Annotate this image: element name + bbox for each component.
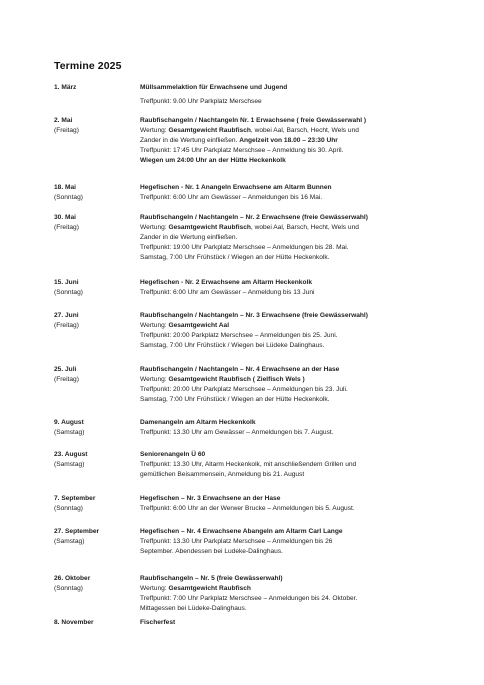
event-date-column [54,116,138,136]
detail-text: Treffpunkt: 7:00 Uhr Parkplatz Merschsee – Anmeldungen bis 24. Oktober. [140,595,358,602]
detail-text: Zander in die Wertung einfließen. [140,137,240,144]
event-heading: Raubfischangeln / Nachtangeln – Nr. 3 Erwachsene (freie Gewässerwahl) [140,312,368,319]
event-heading: Raubfischangeln / Nachtangeln – Nr. 4 Erwachsene an der Hase [140,366,340,373]
event-weekday: (Samstag) [54,538,85,545]
event-detail-line [140,537,474,547]
detail-text: Treffpunkt: 6:00 Uhr an der Werwer Brucke – Anmeldungen bis 5. August. [140,505,355,512]
event-detail-line [140,97,474,107]
detail-text: Wertung: [140,127,169,134]
event-heading: Hegefischen - Nr. 2 Erwachsene am Altarm Heckenkolk [140,279,312,286]
event-details [140,418,474,438]
event-weekday: (Freitag) [54,322,79,329]
detail-emphasis: Gesamtgewicht Raubfisch [168,127,251,134]
event-date: 18. Mai [54,184,76,191]
event-date: 9. August [54,419,84,426]
detail-text: Treffpunkt: 6:00 Uhr am Gewässer – Anmeldungen bis 16 Mai. [140,194,323,201]
event-detail-line [140,584,474,594]
event-heading: Hegefischen – Nr. 4 Erwachsene Abangeln am Altarm Carl Lange [140,528,343,535]
event-detail-line [140,428,474,438]
event-heading: Raubfischangeln / Nachtangeln Nr. 1 Erwachsene ( freie Gewässerwahl ) [140,117,367,124]
event-date: 27. Juni [54,312,79,319]
event-detail-line [140,288,474,298]
event-date: 15. Juni [54,279,79,286]
event-detail-line [140,136,474,146]
event-details [140,527,474,557]
detail-emphasis: Gesamtgewicht Aal [168,322,230,329]
event-date: 7. September [54,495,96,502]
event-details [140,278,474,298]
event-details [140,183,474,203]
event-detail-line [140,223,474,233]
detail-text: , wobei Aal, Barsch, Hecht, Wels und [250,127,359,134]
event-date-column [54,574,138,594]
event-detail-line [140,375,474,385]
detail-text: Mittagessen bei Lüdeke-Dalinghaus. [140,605,247,612]
event-date: 25. Juli [54,366,77,373]
detail-text: Samstag, 7:00 Uhr Frühstück / Wiegen an der Hütte Heckenkolk. [140,396,330,403]
event-date: 1. März [54,84,77,91]
event-detail-line [140,233,474,243]
event-heading: Seniorenangeln Ü 60 [140,451,206,458]
event-detail-line [140,331,474,341]
event-heading: Hegefischen - Nr. 1 Anangeln Erwachsene am Altarm Bunnen [140,184,332,191]
event-weekday: (Freitag) [54,224,79,231]
event-heading: Raubfischangeln / Nachtangeln – Nr. 2 Erwachsene (freie Gewässerwahl) [140,214,368,221]
event-date-column [54,527,138,547]
event-detail-line [140,156,474,166]
event-date: 8. November [54,619,94,626]
event-details [140,116,474,166]
event-details [140,574,474,614]
event-weekday: (Freitag) [54,127,79,134]
event-date: 30. Mai [54,214,76,221]
detail-text: Wertung: [140,322,169,329]
event-date: 2. Mai [54,117,73,124]
event-details [140,213,474,263]
event-date-column [54,618,138,628]
event-heading: Fischerfest [140,619,176,626]
detail-text: Wertung: [140,224,169,231]
event-detail-line [140,385,474,395]
event-details [140,365,474,405]
detail-text: Treffpunkt: 19:00 Uhr Parkplatz Merschsee – Anmeldungen bis 28. Mai. [140,244,349,251]
event-detail-line [140,470,474,480]
event-weekday: (Sonntag) [54,505,83,512]
event-weekday: (Sonntag) [54,585,83,592]
detail-text: gemütlichen Beisammensein, Anmeldung bis 21. August [140,471,305,478]
event-detail-line [140,504,474,514]
detail-text: Treffpunkt: 6:00 Uhr am Gewässer – Anmeldung bis 13 Juni [140,289,315,296]
event-detail-line [140,341,474,351]
event-detail-line [140,547,474,557]
detail-text: Treffpunkt: 20:00 Parkplatz Merschsee – Anmeldungen bis 25. Juni. [140,332,338,339]
detail-emphasis: Gesamtgewicht Raubfisch [168,585,251,592]
event-date: 27. September [54,528,100,535]
event-date: 26. Oktober [54,575,91,582]
event-details [140,494,474,514]
event-details [140,311,474,351]
event-detail-line [140,594,474,604]
event-date-column [54,450,138,470]
detail-emphasis: Gesamtgewicht Raubfisch [168,224,251,231]
detail-text: September. Abendessen bei Ludeke-Dalinghaus. [140,548,283,555]
event-date-column [54,83,138,93]
event-detail-line [140,146,474,156]
event-detail-line [140,395,474,405]
detail-text: , wobei Aal, Barsch, Hecht, Wels und [250,224,359,231]
detail-text: Wertung: [140,376,169,383]
event-weekday: (Sonntag) [54,289,83,296]
event-date-column [54,311,138,331]
detail-text: Wertung: [140,585,169,592]
event-weekday: (Samstag) [54,461,85,468]
event-heading: Hegefischen – Nr. 3 Erwachsene an der Hase [140,495,281,502]
event-details [140,450,474,480]
event-details [140,83,474,107]
detail-text: Zander in die Wertung einfließen. [140,234,238,241]
detail-text: Treffpunkt: 13.30 Uhr Parkplatz Merschsee – Anmeldungen bis 26 [140,538,333,545]
event-date-column [54,418,138,438]
event-date-column [54,278,138,298]
event-weekday: (Samstag) [54,429,85,436]
document-title: Termine 2025 [54,60,122,72]
event-detail-line [140,253,474,263]
event-date-column [54,494,138,514]
event-weekday: (Freitag) [54,376,79,383]
detail-text: Samstag, 7:00 Uhr Frühstück / Wiegen an der Hütte Heckenkolk. [140,254,330,261]
event-detail-line [140,126,474,136]
event-date-column [54,365,138,385]
detail-text: Treffpunkt: 13.30 Uhr, Altarm Heckenkolk, mit anschließendem Grillen und [140,461,357,468]
event-date: 23. August [54,451,88,458]
event-heading: Raubfischangeln – Nr. 5 (freie Gewässerwahl) [140,575,283,582]
detail-emphasis: Wiegen um 24:00 Uhr an der Hütte Heckenkolk [140,157,286,164]
event-detail-line [140,321,474,331]
detail-emphasis: Gesamtgewicht Raubfisch ( Zielfisch Wels ) [168,376,305,383]
detail-text: Samstag, 7:00 Uhr Frühstück / Wiegen bei Lüdeke Dalinghaus. [140,342,325,349]
event-detail-line [140,460,474,470]
event-detail-line [140,193,474,203]
event-weekday: (Sonntag) [54,194,83,201]
event-date-column [54,213,138,233]
detail-text: Treffpunkt: 13.30 Uhr am Gewässer – Anmeldungen bis 7. August. [140,429,334,436]
detail-emphasis: Angelzeit von 18.00 – 23:30 Uhr [239,137,338,144]
event-heading: Müllsammelaktion für Erwachsene und Jugend [140,84,288,91]
event-details [140,618,474,628]
detail-text: Treffpunkt: 9.00 Uhr Parkplatz Merschsee [140,98,262,105]
event-date-column [54,183,138,203]
event-detail-line [140,243,474,253]
event-heading: Damenangeln am Altarm Heckenkolk [140,419,256,426]
detail-text: Treffpunkt: 20:00 Uhr Parkplatz Merschsee – Anmeldungen bis 23. Juli. [140,386,348,393]
event-detail-line [140,604,474,614]
detail-text: Treffpunkt: 17:45 Uhr Parkplatz Merschsee – Anmeldung bis 30. April. [140,147,344,154]
